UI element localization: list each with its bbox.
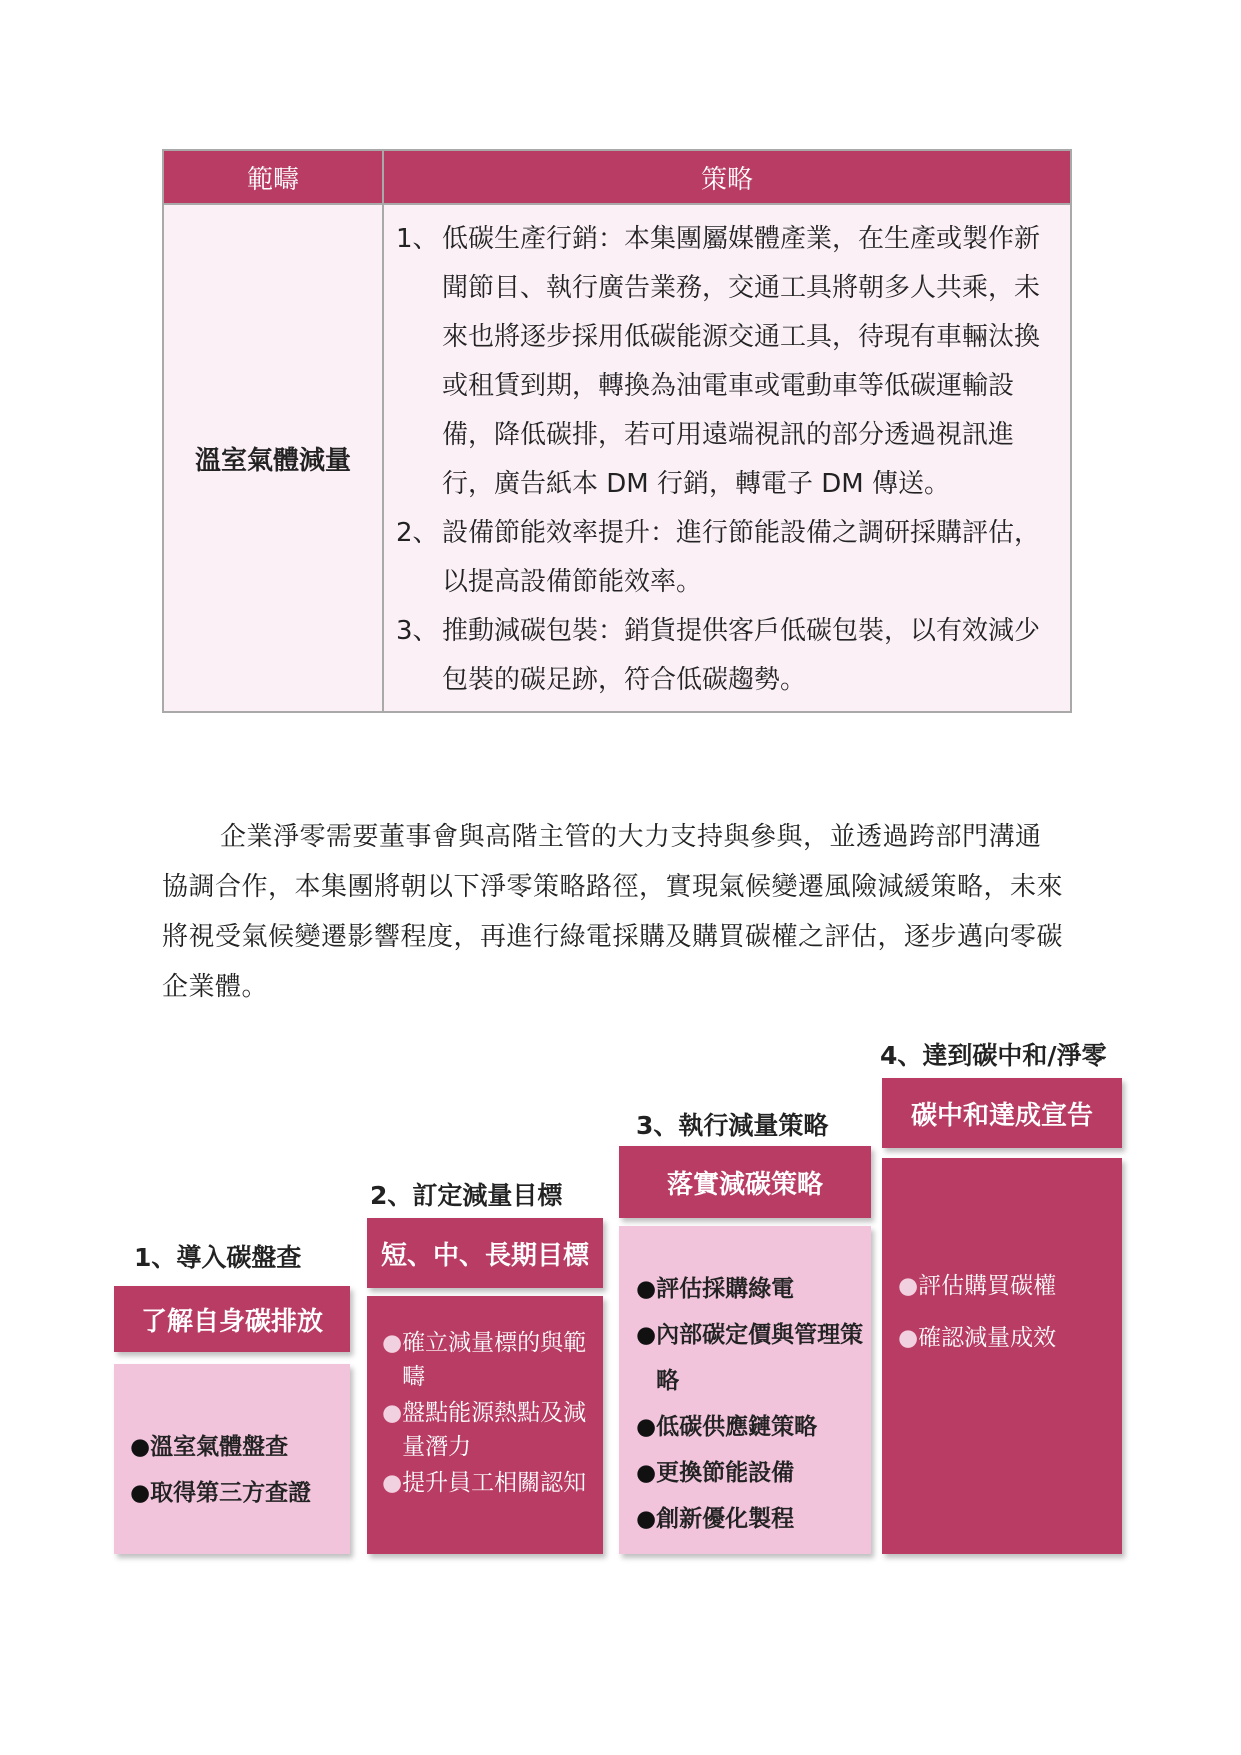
strategy-cell [383,204,1071,712]
list-item: ● 溫室氣體盤查 [130,1434,289,1460]
strategy-table [162,149,1072,713]
stage-4-bullets [898,1260,1118,1364]
list-item: ● 盤點能源熱點及減量潛力 [382,1400,587,1460]
list-item: ● 確認減量成效 [898,1325,1057,1351]
list-item: ● 提升員工相關認知 [382,1470,587,1496]
stage-1-title: 1、導入碳盤查 [134,1243,302,1272]
stage-2-bullets [382,1326,592,1500]
list-item: ● 評估採購綠電 [636,1276,795,1302]
stage-1-bullets [130,1424,350,1516]
stage-3-bullets [636,1266,866,1542]
stage-3-title: 3、執行減量策略 [636,1111,829,1140]
list-item: ● 低碳供應鏈策略 [636,1414,818,1440]
scope-cell: 溫室氣體減量 [163,204,383,712]
list-item: ● 評估購買碳權 [898,1273,1057,1299]
list-item: ● 更換節能設備 [636,1460,795,1486]
table-header-row [163,150,1071,204]
stage-3-head: 落實減碳策略 [619,1146,871,1218]
stage-2-head: 短、中、長期目標 [367,1218,603,1288]
list-item: ● 內部碳定價與管理策略 [636,1322,864,1394]
list-item: ● 取得第三方查證 [130,1480,312,1506]
strategy-item-1: 1、 低碳生產行銷：本集團屬媒體產業，在生產或製作新聞節目、執行廣告業務，交通工具將朝多人共乘，未來也將逐步採用低碳能源交通工具，待現有車輛汰換或租賃到期，轉換為油電車或電動車等低碳運輸設備，降低碳排，若可用遠端視訊的部分透過視訊進行，廣告紙本 DM 行銷，轉電子 DM 傳送。 [396,224,1041,499]
header-strategy: 策略 [383,150,1071,204]
stage-1-head: 了解自身碳排放 [114,1286,350,1352]
stage-4-head: 碳中和達成宣告 [882,1078,1122,1148]
header-scope: 範疇 [163,150,383,204]
list-item: ● 創新優化製程 [636,1506,795,1532]
strategy-item-3: 3、 推動減碳包裝：銷貨提供客戶低碳包裝，以有效減少包裝的碳足跡，符合低碳趨勢。 [396,616,1041,695]
strategy-item-2: 2、 設備節能效率提升：進行節能設備之調研採購評估，以提高設備節能效率。 [396,518,1041,597]
stage-4-title: 4、達到碳中和/淨零 [880,1041,1107,1070]
table-row [163,204,1071,712]
stage-2-title: 2、訂定減量目標 [370,1181,563,1210]
list-item: ● 確立減量標的與範疇 [382,1330,587,1390]
body-paragraph: 企業淨零需要董事會與高階主管的大力支持與參與，並透過跨部門溝通協調合作，本集團將朝以下淨零策略路徑，實現氣候變遷風險減緩策略，未來將視受氣候變遷影響程度，再進行綠電採購及購買碳權之評估，逐步邁向零碳企業體。 [162,822,1064,1002]
